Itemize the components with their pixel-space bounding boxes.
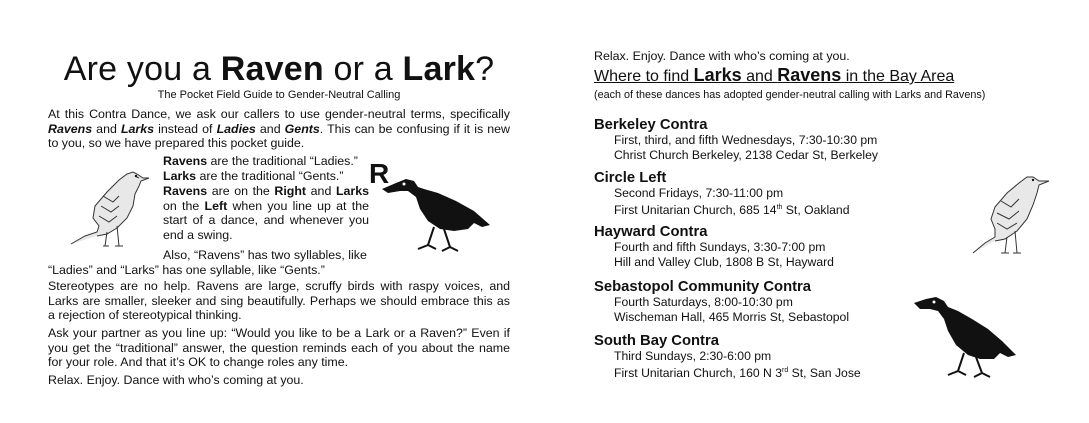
lark-illustration [969, 171, 1055, 259]
definitions: Ravens are the traditional “Ladies.” Larks are the traditional “Gents.” [163, 154, 358, 183]
venue-name: Hayward Contra [594, 224, 708, 240]
relax-line: Relax. Enjoy. Dance with who’s coming at you. [594, 49, 850, 63]
left-panel [48, 0, 510, 423]
venue-schedule: First, third, and fifth Wednesdays, 7:30-10:30 pm [614, 133, 878, 147]
venue-sebastopol [594, 279, 914, 324]
where-heading: Where to find Larks and Ravens in the Bay Area [594, 65, 955, 85]
venue-schedule: Fourth and fifth Sundays, 3:30-7:00 pm [614, 240, 826, 254]
subtitle: The Pocket Field Guide to Gender-Neutral Calling [157, 89, 401, 101]
big-letter: R [369, 158, 390, 189]
venue-schedule: Fourth Saturdays, 8:00-10:30 pm [614, 295, 793, 309]
venue-address: Hill and Valley Club, 1808 B St, Hayward [614, 254, 834, 269]
venue-name: Sebastopol Community Contra [594, 279, 812, 295]
venue-south-bay [594, 333, 914, 380]
intro-paragraph: At this Contra Dance, we ask our callers to use gender-neutral terms, specifically Ravens and Larks instead of Ladies and Gents. This can be confusing if it is new to you, so we have prepared this pocket guide. [48, 107, 510, 150]
syllables-line-1: Also, “Ravens” has two syllables, like [163, 248, 367, 262]
venue-name: Berkeley Contra [594, 117, 708, 133]
venue-address: First Unitarian Church, 685 14th St, Oakland [614, 202, 850, 217]
raven-illustration [912, 291, 1018, 379]
venue-hayward [594, 224, 914, 269]
lark-illustration [63, 166, 159, 252]
venue-schedule: Third Sundays, 2:30-6:00 pm [614, 349, 772, 363]
syllables-line-2: “Ladies” and “Larks” has one syllable, like “Gents.” [48, 263, 325, 277]
venue-circle-left [594, 170, 914, 217]
venue-schedule: Second Fridays, 7:30-11:00 pm [614, 186, 784, 200]
venue-address: Wischeman Hall, 465 Morris St, Sebastopol [614, 309, 850, 324]
ask-paragraph: Ask your partner as you line up: “Would you like to be a Lark or a Raven?” Even if you get the “traditional” answer, the question reminds each of you about the name for your role. And that it’s OK to change roles any time. [48, 326, 510, 369]
venue-address: First Unitarian Church, 160 N 3rd St, San Jose [614, 365, 861, 380]
adoption-note: (each of these dances has adopted gender-neutral calling with Larks and Ravens) [594, 89, 986, 101]
venue-name: Circle Left [594, 170, 667, 186]
page-title: Are you a Raven or a Lark? [63, 50, 495, 88]
closing-line: Relax. Enjoy. Dance with who’s coming at you. [48, 373, 304, 387]
stereotypes-paragraph: Stereotypes are no help. Ravens are large, scruffy birds with raspy voices, and Larks are smaller, sleeker and sing beautifully. Perhaps we should embrace this as a rejection of stereotypical thinking. [48, 279, 510, 322]
venue-address: Christ Church Berkeley, 2138 Cedar St, Berkeley [614, 147, 878, 162]
venue-name: South Bay Contra [594, 333, 719, 349]
right-panel [594, 0, 1054, 423]
raven-illustration [378, 163, 494, 257]
position-paragraph: Ravens are on the Right and Larks on the Left when you line up at the start of a dance, and whenever you end a swing. [163, 184, 370, 242]
venue-berkeley [594, 117, 914, 162]
